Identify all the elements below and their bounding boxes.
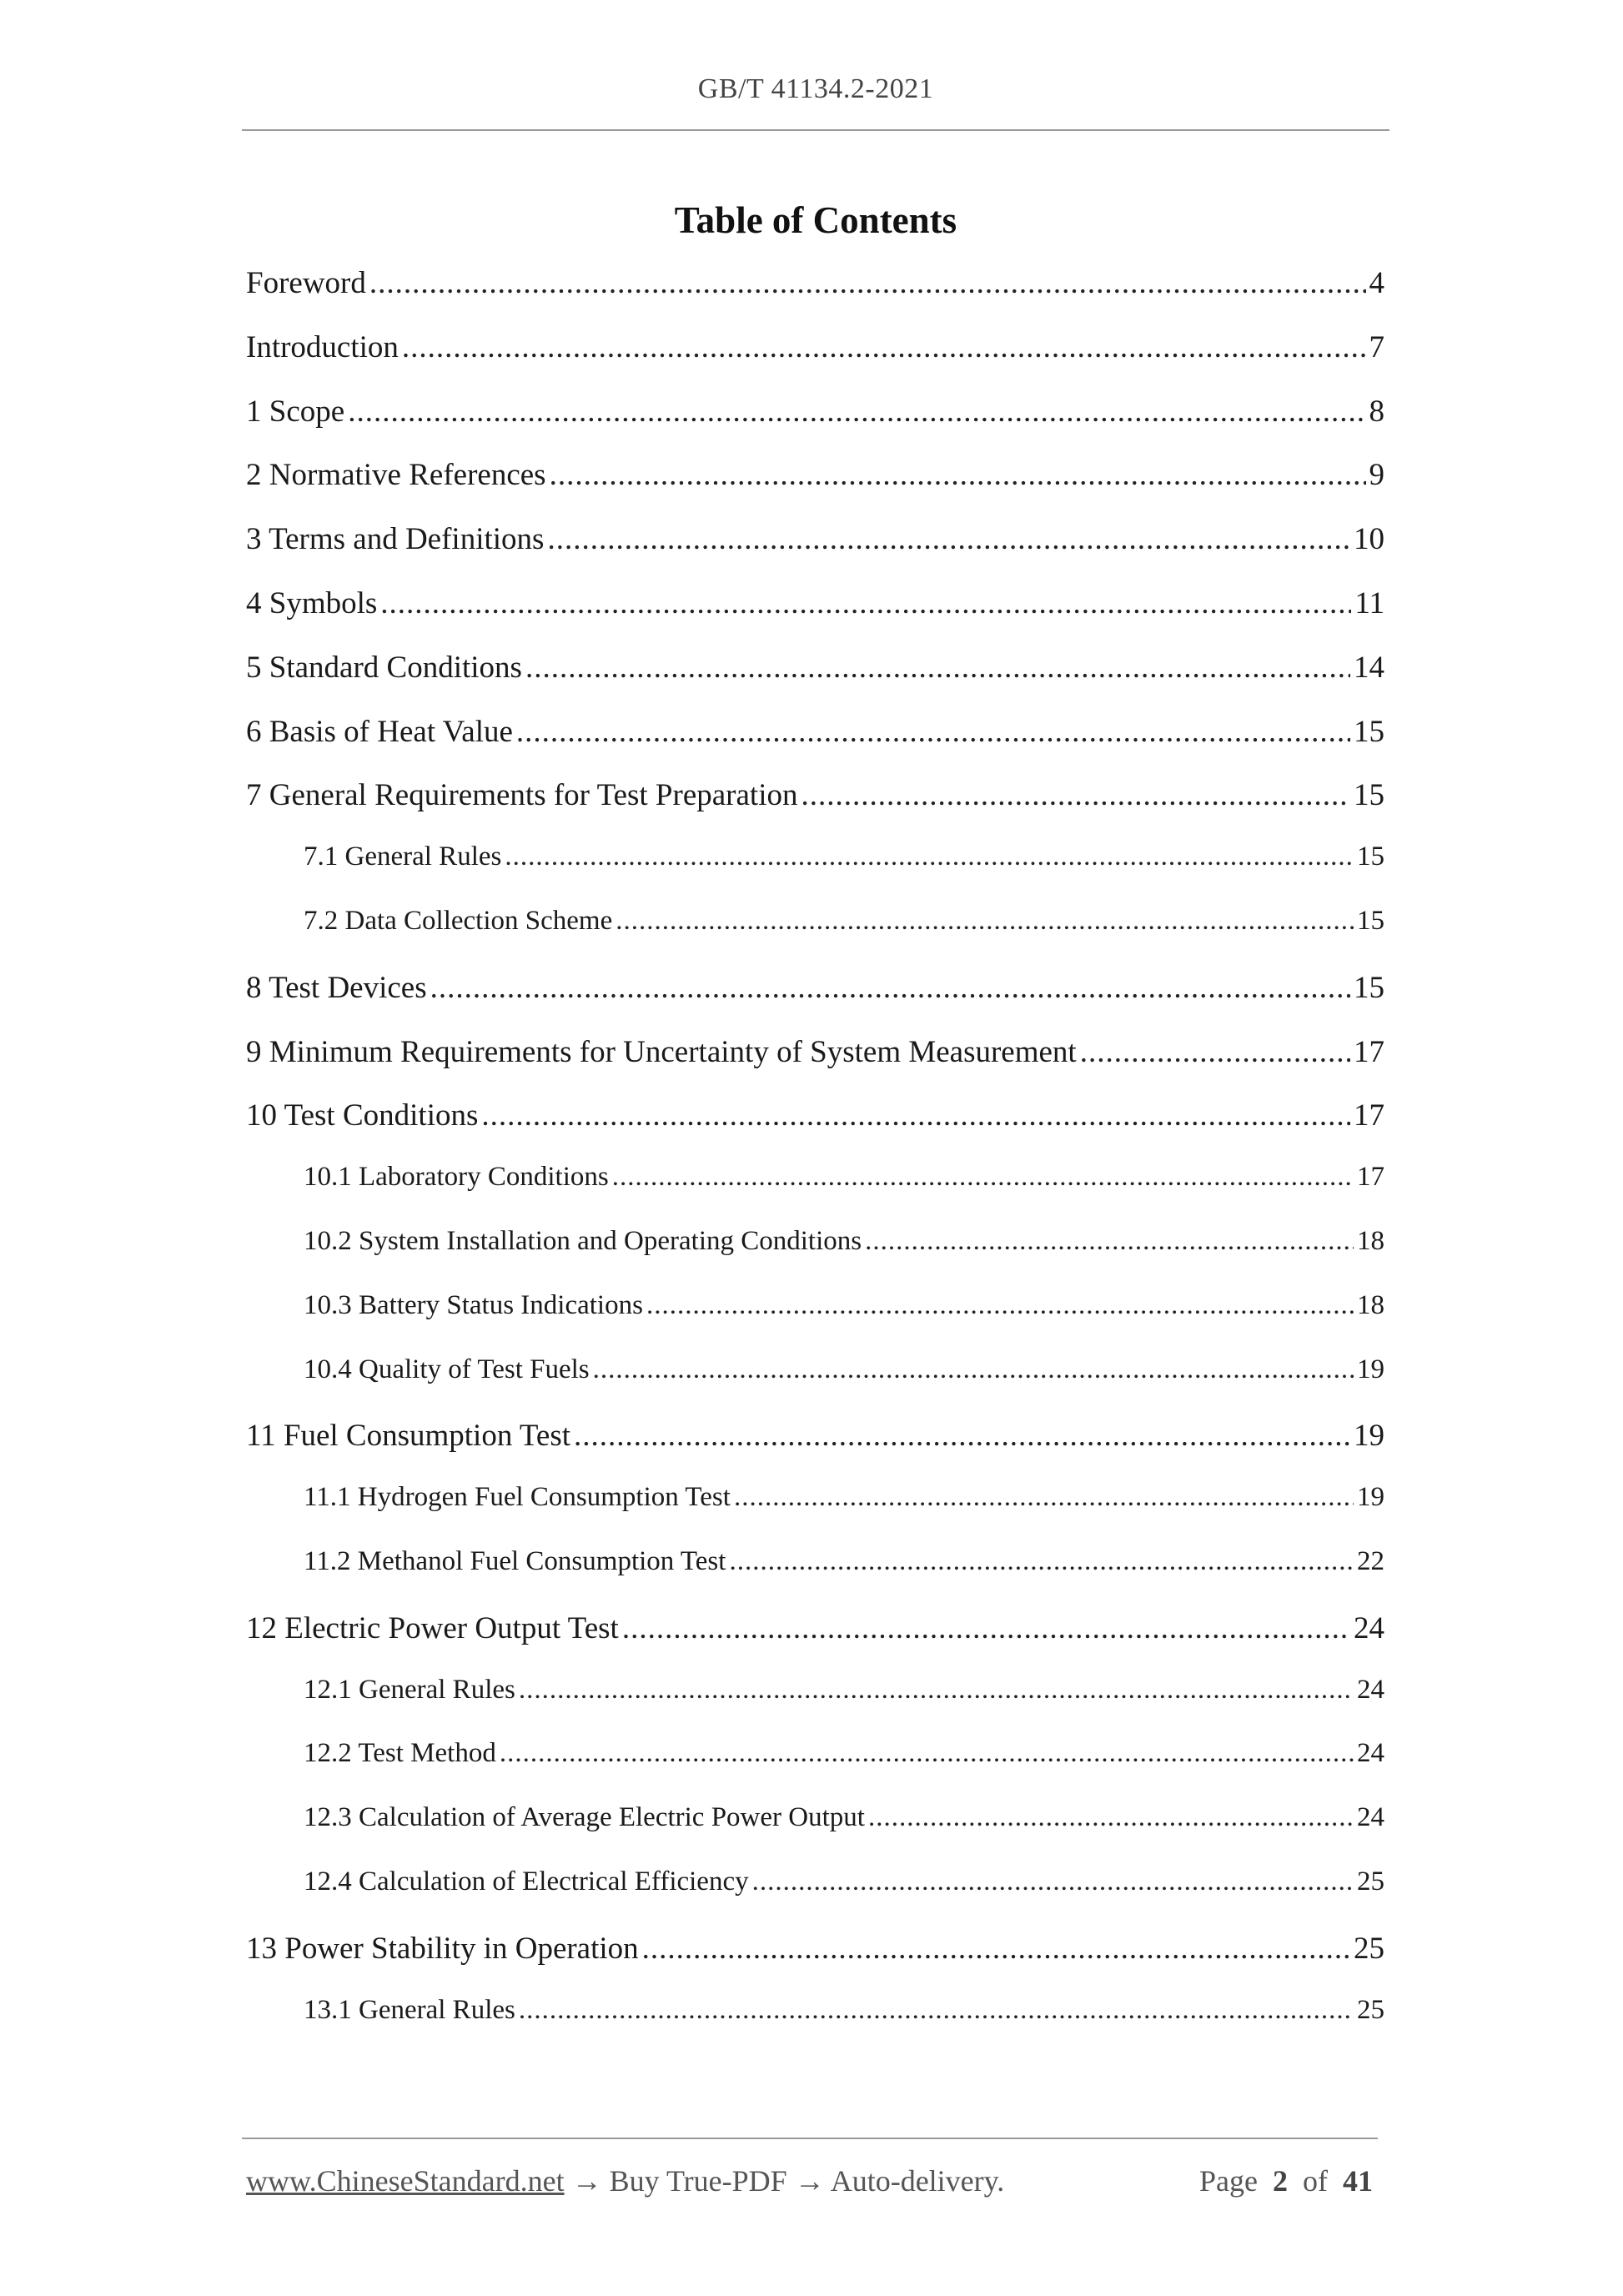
toc-entry-page-number: 19: [1357, 1482, 1384, 1513]
toc-subsection-entry[interactable]: [304, 1995, 1384, 2026]
toc-entry-label: 5 Standard Conditions: [246, 650, 522, 685]
header-divider: [242, 129, 1389, 131]
toc-entry-page-number: 22: [1357, 1546, 1384, 1576]
page-counter: [1199, 2163, 1373, 2198]
toc-entry-page-number: 10: [1354, 522, 1384, 557]
toc-entry-label: 12.1 General Rules: [304, 1674, 515, 1705]
toc-entry-page-number: 24: [1357, 1802, 1384, 1833]
toc-section-entry[interactable]: [246, 650, 1384, 686]
toc-dot-leader: [481, 1098, 1350, 1133]
toc-subsection-entry[interactable]: [304, 1546, 1384, 1577]
toc-entry-page-number: 19: [1357, 1354, 1384, 1384]
buy-true-pdf-text: Buy True-PDF: [609, 2164, 787, 2198]
toc-entry-label: Foreword: [246, 266, 366, 300]
toc-section-entry[interactable]: [246, 1034, 1384, 1070]
page-title: Table of Contents: [674, 199, 957, 241]
toc-dot-leader: [574, 1418, 1350, 1454]
toc-dot-leader: [547, 521, 1350, 557]
toc-entry-page-number: 24: [1354, 1610, 1384, 1645]
toc-dot-leader: [430, 970, 1350, 1006]
toc-section-entry[interactable]: [246, 394, 1384, 430]
toc-entry-label: 8 Test Devices: [246, 970, 427, 1005]
toc-subsection-entry[interactable]: [304, 1738, 1384, 1769]
toc-subsection-entry[interactable]: [304, 1802, 1384, 1833]
toc-entry-page-number: 25: [1354, 1931, 1384, 1966]
toc-dot-leader: [622, 1610, 1350, 1646]
toc-entry-label: 3 Terms and Definitions: [246, 522, 545, 557]
toc-dot-leader: [612, 1162, 1354, 1193]
toc-entry-page-number: 24: [1357, 1674, 1384, 1705]
toc-entry-page-number: 17: [1354, 1034, 1384, 1069]
toc-subsection-entry[interactable]: [304, 1675, 1384, 1706]
current-page-number: 2: [1273, 2164, 1288, 2198]
toc-entry-label: 10 Test Conditions: [246, 1098, 479, 1133]
toc-dot-leader: [646, 1290, 1354, 1321]
toc-entry-label: 6 Basis of Heat Value: [246, 714, 513, 749]
toc-entry-page-number: 25: [1357, 1866, 1384, 1897]
toc-subsection-entry[interactable]: [304, 1290, 1384, 1321]
toc-entry-label: 12 Electric Power Output Test: [246, 1610, 619, 1645]
toc-dot-leader: [593, 1354, 1354, 1385]
toc-subsection-entry[interactable]: [304, 842, 1384, 872]
toc-dot-leader: [519, 1675, 1354, 1706]
toc-entry-label: 4 Symbols: [246, 586, 378, 620]
toc-entry-label: 11.2 Methanol Fuel Consumption Test: [304, 1546, 726, 1576]
toc-entry-label: 2 Normative References: [246, 458, 546, 493]
toc-entry-label: 11 Fuel Consumption Test: [246, 1419, 571, 1454]
toc-entry-label: 10.3 Battery Status Indications: [304, 1289, 643, 1320]
toc-dot-leader: [369, 265, 1366, 301]
toc-entry-label: 11.1 Hydrogen Fuel Consumption Test: [304, 1482, 731, 1513]
of-word: of: [1303, 2164, 1328, 2198]
toc-entry-label: 12.2 Test Method: [304, 1738, 496, 1769]
toc-section-entry[interactable]: [246, 714, 1384, 750]
site-link[interactable]: www.ChineseStandard.net: [246, 2164, 565, 2198]
toc-dot-leader: [380, 585, 1351, 621]
auto-delivery-text: Auto-delivery.: [830, 2164, 1005, 2198]
toc-section-entry[interactable]: [246, 1098, 1384, 1133]
toc-entry-label: 13.1 General Rules: [304, 1994, 515, 2025]
toc-entry-label: 10.1 Laboratory Conditions: [304, 1162, 609, 1193]
toc-section-entry[interactable]: [246, 1610, 1384, 1646]
toc-dot-leader: [500, 1738, 1354, 1769]
toc-entry-label: 9 Minimum Requirements for Uncertainty of System Measurement: [246, 1034, 1077, 1069]
toc-entry-label: 7.1 General Rules: [304, 842, 502, 872]
toc-section-entry[interactable]: [246, 1931, 1384, 1967]
toc-section-entry[interactable]: [246, 777, 1384, 813]
toc-entry-page-number: 25: [1357, 1994, 1384, 2025]
toc-entry-page-number: 15: [1357, 842, 1384, 872]
toc-entry-page-number: 15: [1354, 714, 1384, 749]
toc-entry-label: 1 Scope: [246, 394, 345, 429]
document-id-header: GB/T 41134.2-2021: [697, 73, 934, 104]
toc-dot-leader: [734, 1482, 1354, 1513]
toc-entry-page-number: 15: [1357, 906, 1384, 936]
toc-subsection-entry[interactable]: [304, 1866, 1384, 1897]
toc-subsection-entry[interactable]: [304, 906, 1384, 937]
toc-entry-label: 7.2 Data Collection Scheme: [304, 906, 613, 936]
toc-section-entry[interactable]: [246, 521, 1384, 557]
toc-entry-page-number: 7: [1369, 329, 1384, 364]
toc-dot-leader: [516, 714, 1350, 750]
toc-section-entry[interactable]: [246, 970, 1384, 1006]
toc-dot-leader: [550, 457, 1366, 493]
toc-dot-leader: [505, 842, 1354, 872]
toc-entry-page-number: 18: [1357, 1226, 1384, 1256]
toc-dot-leader: [642, 1931, 1350, 1967]
toc-entry-page-number: 15: [1354, 970, 1384, 1005]
page-word: Page: [1199, 2164, 1258, 2198]
toc-section-entry[interactable]: [246, 329, 1384, 365]
toc-entry-page-number: 18: [1357, 1289, 1384, 1320]
toc-dot-leader: [868, 1802, 1354, 1833]
toc-dot-leader: [752, 1866, 1354, 1897]
toc-dot-leader: [402, 329, 1366, 365]
toc-entry-page-number: 11: [1354, 586, 1384, 620]
toc-dot-leader: [616, 906, 1354, 937]
toc-section-entry[interactable]: [246, 1418, 1384, 1454]
toc-entry-label: 13 Power Stability in Operation: [246, 1931, 639, 1966]
toc-section-entry[interactable]: [246, 265, 1384, 301]
toc-entry-page-number: 14: [1354, 650, 1384, 685]
toc-entry-label: 10.4 Quality of Test Fuels: [304, 1354, 590, 1384]
toc-subsection-entry[interactable]: [304, 1354, 1384, 1385]
toc-dot-leader: [1080, 1034, 1350, 1070]
footer-divider: [242, 2138, 1378, 2139]
toc-subsection-entry[interactable]: [304, 1482, 1384, 1513]
toc-dot-leader: [519, 1995, 1354, 2026]
toc-entry-label: Introduction: [246, 329, 399, 364]
toc-section-entry[interactable]: [246, 457, 1384, 493]
toc-dot-leader: [729, 1546, 1354, 1577]
toc-dot-leader: [865, 1226, 1354, 1257]
footer-promo: [246, 2163, 1004, 2198]
toc-subsection-entry[interactable]: [304, 1162, 1384, 1193]
toc-entry-page-number: 15: [1354, 778, 1384, 813]
arrow-right-icon: →: [794, 2164, 825, 2198]
toc-subsection-entry[interactable]: [304, 1226, 1384, 1257]
toc-entry-page-number: 8: [1369, 394, 1384, 429]
toc-entry-page-number: 24: [1357, 1738, 1384, 1769]
toc-dot-leader: [801, 777, 1350, 813]
toc-entry-page-number: 17: [1354, 1098, 1384, 1133]
toc-dot-leader: [348, 394, 1365, 430]
toc-entry-page-number: 17: [1357, 1162, 1384, 1193]
toc-entry-page-number: 9: [1369, 458, 1384, 493]
toc-entry-label: 12.3 Calculation of Average Electric Power Output: [304, 1802, 865, 1833]
toc-entry-label: 10.2 System Installation and Operating Conditions: [304, 1226, 862, 1256]
toc-entry-label: 12.4 Calculation of Electrical Efficiency: [304, 1866, 749, 1897]
toc-entry-label: 7 General Requirements for Test Preparation: [246, 778, 798, 813]
toc-section-entry[interactable]: [246, 585, 1384, 621]
toc-dot-leader: [525, 650, 1350, 686]
toc-entry-page-number: 4: [1369, 266, 1384, 300]
arrow-right-icon: →: [571, 2164, 602, 2198]
total-page-number: 41: [1343, 2164, 1373, 2198]
toc-entry-page-number: 19: [1354, 1419, 1384, 1454]
